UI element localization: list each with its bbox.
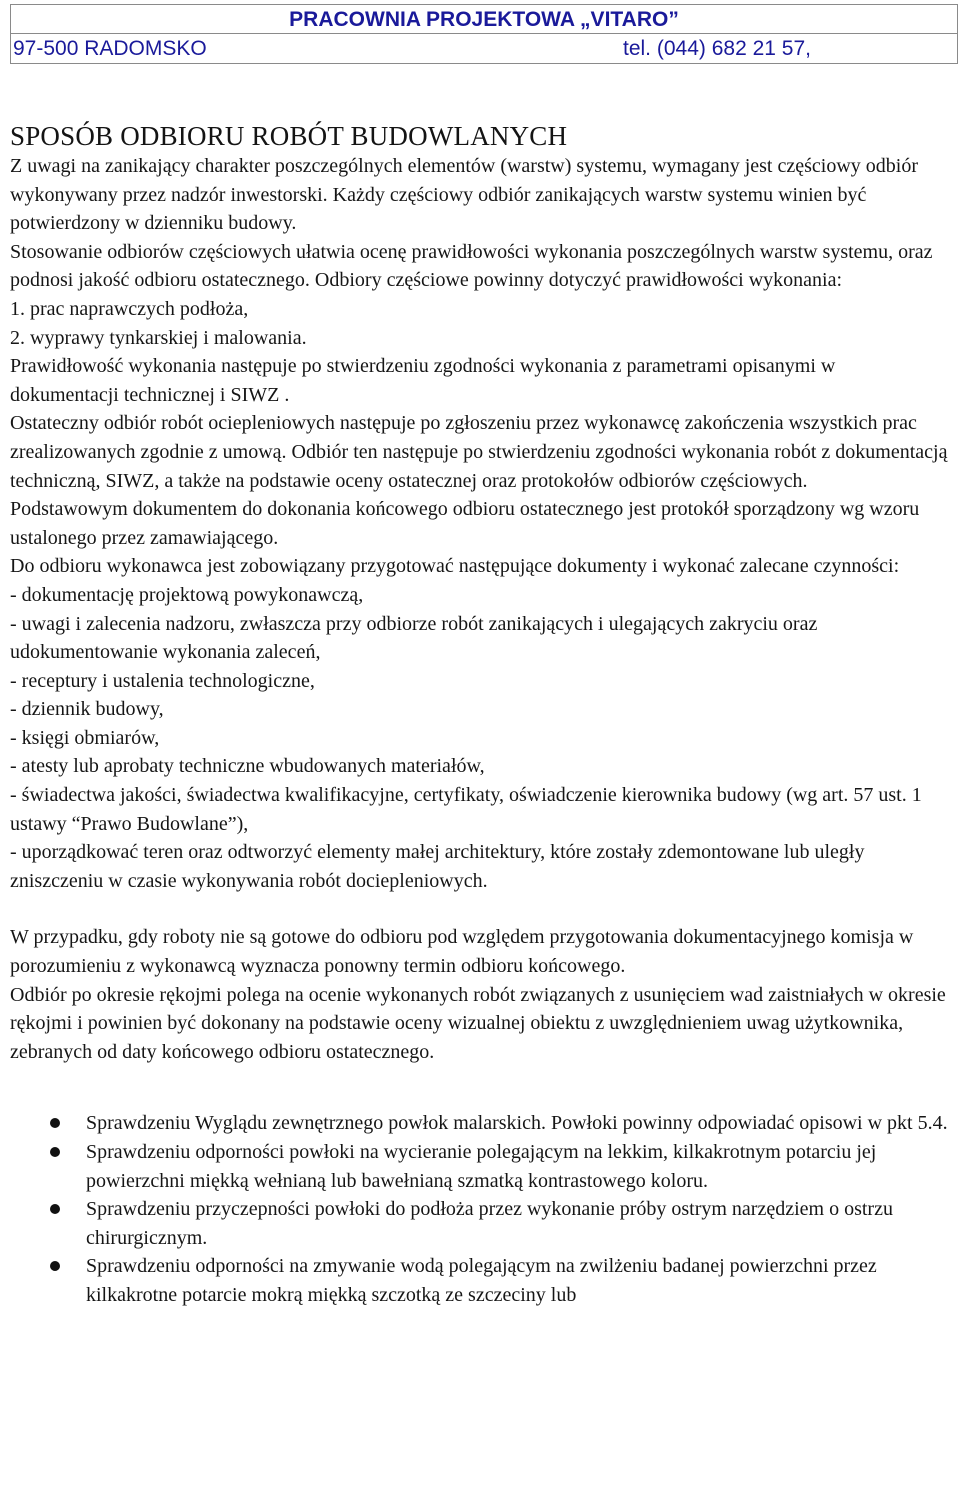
paragraph-final-acceptance: Ostateczny odbiór robót ociepleniowych następuje po zgłoszeniu przez wykonawcę zakończenia wszystkich prac zrealizowanych zgodnie z umową. Odbiór ten następuje po stwierdzeniu zgodności wykonania robót z dokumentacją techniczną, SIWZ, a także na podstawie oceny ostatecznej oraz protokołów odbiorów częściowych. (10, 412, 948, 492)
numbered-item-1: 1. prac naprawczych podłoża, (10, 297, 249, 320)
bullet-icon (50, 1261, 60, 1271)
list-item (10, 1138, 948, 1195)
paragraph-not-ready: W przypadku, gdy roboty nie są gotowe do odbioru pod względem przygotowania dokumentacyjnego komisja w porozumieniu z wykonawcą wyznacza ponowny termin odbioru końcowego. (10, 926, 914, 978)
dash-item-7: - świadectwa jakości, świadectwa kwalifikacyjne, certyfikaty, oświadczenie kierownika budowy (wg art. 57 ust. 1 ustawy “Prawo Budowlane”), (10, 784, 922, 835)
letterhead (10, 4, 958, 64)
list-item (10, 1109, 948, 1138)
dash-item-2: - uwagi i zalecenia nadzoru, zwłaszcza przy odbiorze robót zanikających i ulegających zakryciu oraz udokumentowanie wykonania zaleceń, (10, 612, 818, 664)
spacer (10, 1066, 948, 1109)
dash-item-1: - dokumentację projektową powykonawczą, (10, 583, 364, 606)
paragraph-protocol: Podstawowym dokumentem do dokonania końcowego odbioru ostatecznego jest protokół sporządzony wg wzoru ustalonego przez zamawiającego. (10, 498, 920, 549)
section-title: SPOSÓB ODBIORU ROBÓT BUDOWLANYCH (10, 121, 568, 151)
list-item-text: Sprawdzeniu odporności powłoki na wycieranie polegającym na lekkim, kilkakrotnym potarciu jej powierzchni miękką wełnianą lub bawełnianą szmatką kontrastowego koloru. (86, 1141, 877, 1192)
dash-item-6: - atesty lub aprobaty techniczne wbudowanych materiałów, (10, 755, 485, 778)
company-city: 97-500 RADOMSKO (11, 34, 434, 64)
list-item (10, 1195, 948, 1252)
dash-item-4: - dziennik budowy, (10, 698, 164, 721)
document-body (10, 152, 948, 1310)
company-name: PRACOWNIA PROJEKTOWA „VITARO” (11, 5, 958, 34)
checks-list (10, 1109, 948, 1309)
list-item (10, 1252, 948, 1309)
paragraph-contractor-duties: Do odbioru wykonawca jest zobowiązany przygotować następujące dokumenty i wykonać zalecane czynności: (10, 555, 900, 578)
paragraph-warranty: Odbiór po okresie rękojmi polega na ocenie wykonanych robót związanych z usunięciem wad zaistniałych w okresie rękojmi i powinien być dokonany na podstawie oceny wizualnej obiektu z uwzględnieniem uwag użytkownika, zebranych od daty końcowego odbioru ostatecznego. (10, 983, 946, 1063)
dash-item-3: - receptury i ustalenia technologiczne, (10, 669, 315, 692)
bullet-icon (50, 1204, 60, 1214)
list-item-text: Sprawdzeniu przyczepności powłoki do podłoża przez wykonanie próby ostrym narzędziem o ostrzu chirurgicznym. (86, 1198, 893, 1249)
paragraph-correctness: Prawidłowość wykonania następuje po stwierdzeniu zgodności wykonania z parametrami opisanymi w dokumentacji technicznej i SIWZ . (10, 355, 836, 406)
numbered-item-2: 2. wyprawy tynkarskiej i malowania. (10, 326, 307, 349)
dash-item-8: - uporządkować teren oraz odtworzyć elementy małej architektury, które zostały zdemontowane lub uległy zniszczeniu w czasie wykonywania robót dociepleniowych. (10, 841, 865, 892)
list-item-text: Sprawdzeniu odporności na zmywanie wodą polegającym na zwilżeniu badanej powierzchni przez kilkakrotne potarcie mokrą miękką szczotką ze szczeciny lub (86, 1255, 877, 1306)
bullet-icon (50, 1118, 60, 1128)
dash-item-5: - księgi obmiarów, (10, 726, 160, 749)
spacer (10, 895, 948, 923)
company-phone (433, 34, 958, 64)
paragraph-partial-benefits: Stosowanie odbiorów częściowych ułatwia ocenę prawidłowości wykonania poszczególnych warstw systemu, oraz podnosi jakość odbioru ostatecznego. Odbiory częściowe powinny dotyczyć prawidłowości wykonania: (10, 240, 933, 292)
bullet-icon (50, 1147, 60, 1157)
list-item-text: Sprawdzeniu Wyglądu zewnętrznego powłok malarskich. Powłoki powinny odpowiadać opisowi w pkt 5.4. (86, 1112, 948, 1135)
paragraph-partial-acceptance: Z uwagi na zanikający charakter poszczególnych elementów (warstw) systemu, wymagany jest częściowy odbiór wykonywany przez nadzór inwestorski. Każdy częściowy odbiór zanikających warstw systemu winien być potwierdzony w dzienniku budowy. (10, 155, 918, 235)
company-phone-text: tel. (044) 682 21 57, (623, 37, 811, 60)
